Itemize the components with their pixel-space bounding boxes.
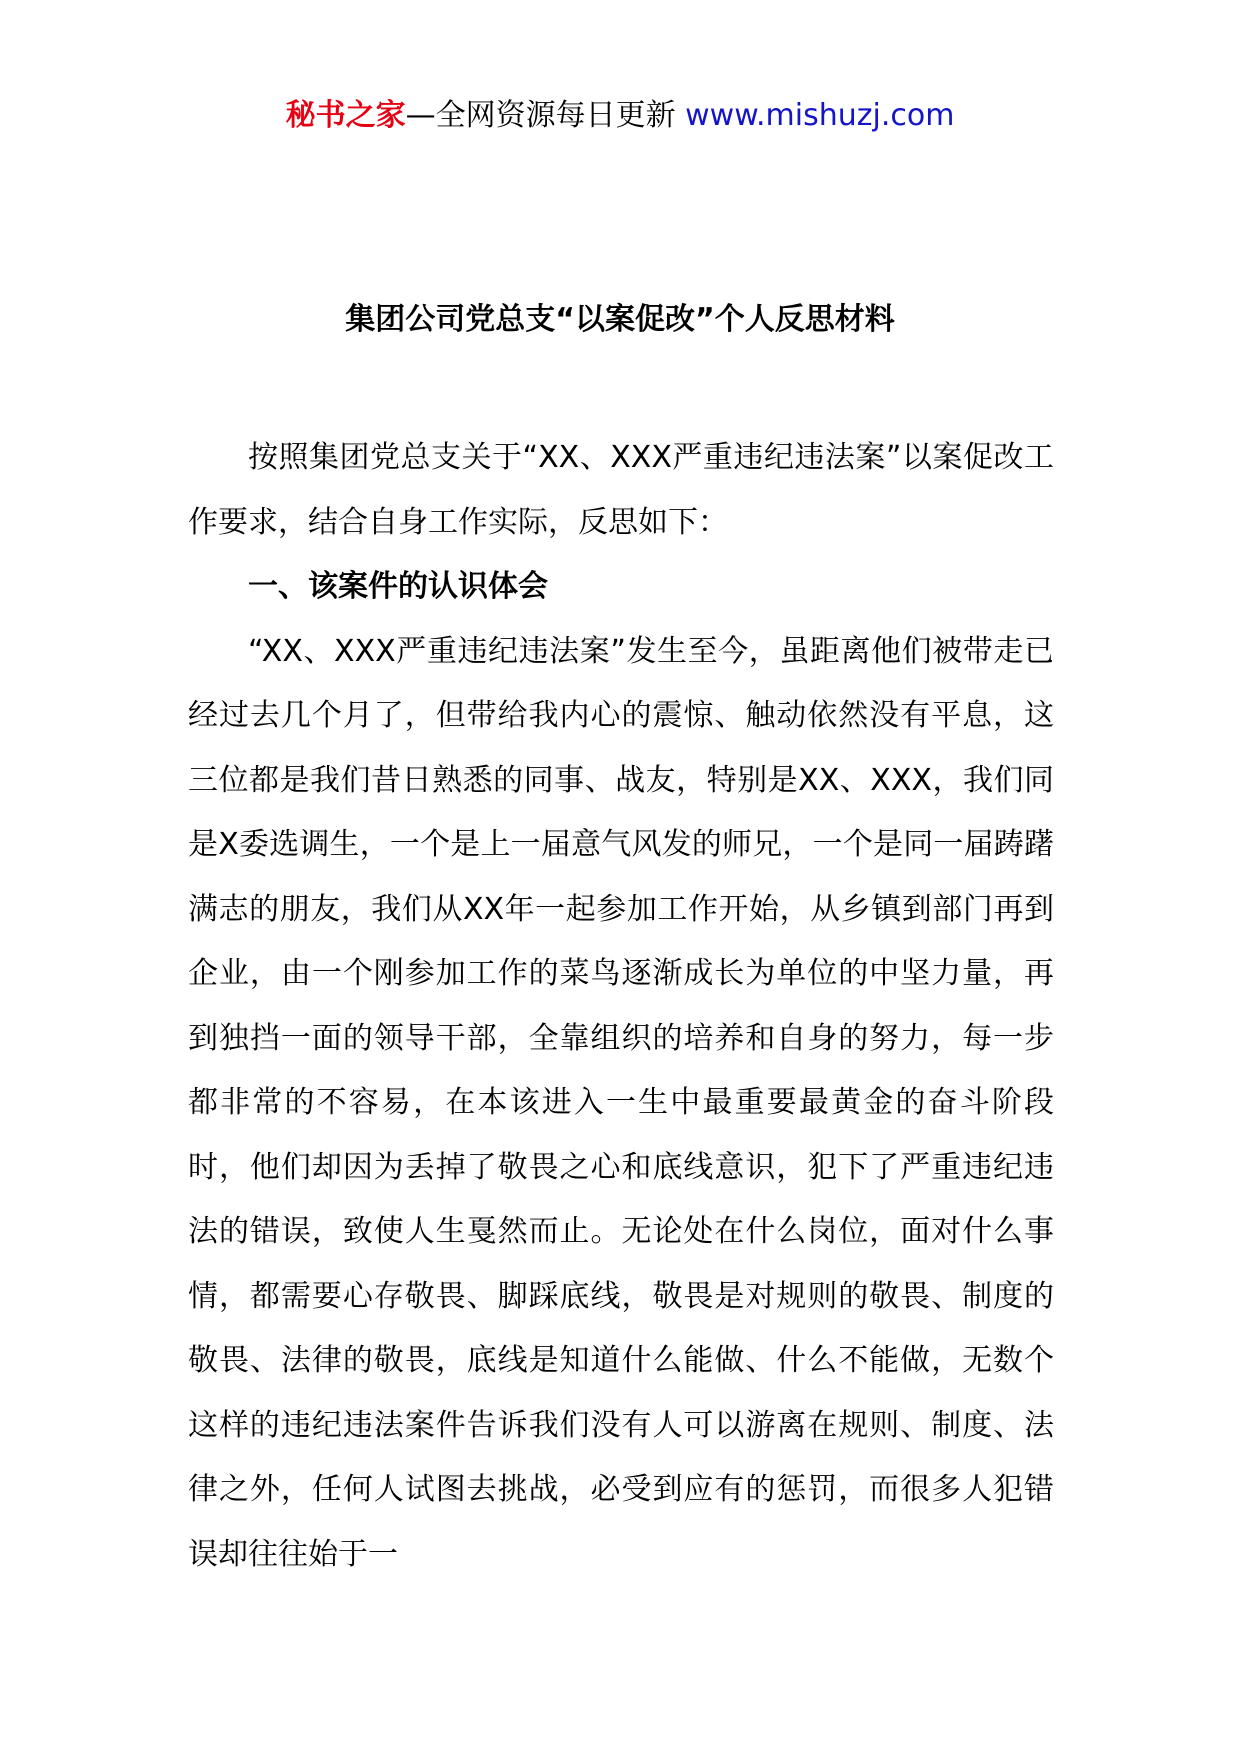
body-paragraph: “XX、XXX严重违纪违法案”发生至今，虽距离他们被带走已经过去几个月了，但带给我内心的震惊、触动依然没有平息，这三位都是我们昔日熟悉的同事、战友，特别是XX、XXX，我们同是X委选调生，一个是上一届意气风发的师兄，一个是同一届踌躇满志的朋友，我们从XX年一起参加工作开始，从乡镇到部门再到企业，由一个刚参加工作的菜鸟逐渐成长为单位的中坚力量，再到独挡一面的领导干部，全靠组织的培养和自身的努力，每一步都非常的不容易，在本该进入一生中最重要最黄金的奋斗阶段时，他们却因为丢掉了敬畏之心和底线意识，犯下了严重违纪违法的错误，致使人生戛然而止。无论处在什么岗位，面对什么事情，都需要心存敬畏、脚踩底线，敬畏是对规则的敬畏、制度的敬畏、法律的敬畏，底线是知道什么能做、什么不能做，无数个这样的违纪违法案件告诉我们没有人可以游离在规则、制度、法律之外，任何人试图去挑战，必受到应有的惩罚，而很多人犯错误却往往始于一 — [188, 633, 1054, 1572]
section-heading: 一、该案件的认识体会 — [248, 569, 548, 604]
header-dash: — — [405, 98, 436, 133]
site-header — [0, 96, 1240, 136]
document-body — [188, 426, 1054, 1587]
site-url-link[interactable]: www.mishuzj.com — [685, 98, 955, 133]
site-tagline: 全网资源每日更新 — [435, 98, 676, 133]
intro-paragraph: 按照集团党总支关于“XX、XXX严重违纪违法案”以案促改工作要求，结合自身工作实际，反思如下： — [188, 440, 1054, 540]
site-brand: 秘书之家 — [285, 98, 406, 133]
document-title: 集团公司党总支“以案促改”个人反思材料 — [345, 302, 895, 337]
